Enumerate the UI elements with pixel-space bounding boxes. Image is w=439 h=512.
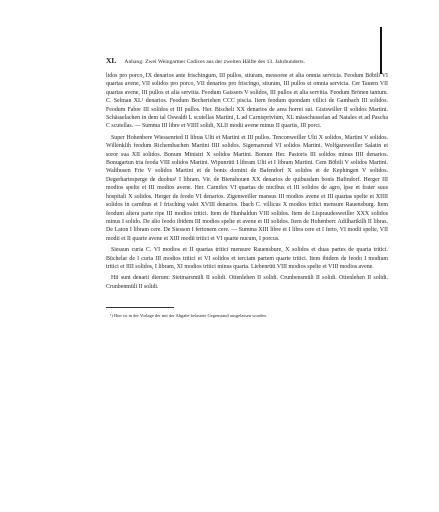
header-title: Anhang: Zwei Weingartner Codices aus der zweiten Hälfte des 13. Jahrhunderts. bbox=[124, 59, 305, 65]
footnote: ¹) Hier ist in der Vorlage der mit der Abgabe belastete Gegenstand ausgelassen worden. bbox=[110, 312, 267, 318]
footnote-rule bbox=[106, 307, 174, 308]
paragraph-3: Siessun curia C. VI modios et II quartas tritici mensure Rauensbure, X solidos et duas partes de quarta tritici. Büchelar de I curia III modios tritici et VI solidos et terciam partem quarte tritici. Item ibidem de feodo I modium tritici et IIII solidos, I libram, XI modios tritici minus quarta. Liebenrüti VIII modios spelte et VIII modios avene. bbox=[106, 247, 388, 270]
document-page bbox=[106, 57, 388, 323]
paragraph-4: Hii sunt denarii dierum: Steimarsmüli II solidi. Ottenlehen II solidi. Crunbensmüli II solidi. Ottenlehen II solidi. Crunbenmüli II solidi. bbox=[106, 275, 388, 290]
paragraph-2: Super Hohenbere Wiessenried II libras Ulti et Martini et III pullos. Tenconweiller Ulti X solidos, Martini V solidos. Willenklih feodum Richembachen Martini IIII solidos. Sigemarsrud VI solidos Martini. Wolfgarsweiller Salatin et soror sua XII solidos. Bonum Ministri X solidos Martini. Bonum Her. Pastoris III solidos minus IIII denarios. Bonugartun tria feoda VIII solidos Martini. Wipunrüti I libram Ulti et I libram Martini. Cem Böbili V solidos Martini. Walthusen Frie V solidos Martini et de bonis domini de Bafendorf X solidos et de Kephingen V solidos. Degerhartesperge de duobus¹ I libram. Vir. de Bienshouen XX denarios de quibusdam bonis Bafindorf. Herger III modios spelte et III modios avene. Her. Carnifex VI quartas de nucibus et III solidos de agro, ipse et frater suus hospitali X solidos. Herger de feodo VI denarios. Zigenweiller mansus III modios avene et III quartas spelte et XIIII solidos in carnibus et I frisching valet XVIII denarios. Ibach C. villicus X modios tritici mensure Rauensburg. Item feodum altera parte ripe III modios tritici. Item de Hunhaldun VIII solidos. Item de Lispraudesweiller XXX solidos minus I solido. De alio feodo ibidem III modios spelte et avene et III solidos. Item de Hohenberc Adilhartkilh II libras. De Laton I libram cere. De Siesson I fertonem cere. — Summa XIII libre et I libra cere et I ferto, VI modii spelte, VII modii et II quarte avene et XIII modii tritici et VI quarte nucum, I porcus. bbox=[106, 134, 388, 242]
page-number: XL bbox=[106, 56, 117, 65]
running-header bbox=[106, 57, 388, 66]
paragraph-1: lidos pro porco, IX denarios ante frischingum, III pullos, stiuram, messoree et alia omnia servicia. Feodum Böbili VI quartas avene, VII solidos pro porco, VII denarios pro friscingo, stiuram, III pullos et omnia servicia. Cer Tauern VII quartas avene, III pullos et alia servitia. Feodum Gaissers V solidos, III pullos et alia servitia. Feodum Brönen tantum. C. Selman XL¹ denarios. Feodum Becheriehen CCC piscia. Item feodum quondam villici de Gambach III solidos. Feodum Fabre III solidos et III pullos. Her. Bischeli XX denarios de area horrei sui. Gistswiller II solidos Martini. Schässelachen in dem tal Oswaldi L scutellas Martini, L ad Carnisprivium, XL mässchusselan ad Natales et ad Pascha C scutellas. — Summa III libre et VIIII solidi, XLII modii avene minus II quartis, III porci. bbox=[106, 73, 388, 130]
